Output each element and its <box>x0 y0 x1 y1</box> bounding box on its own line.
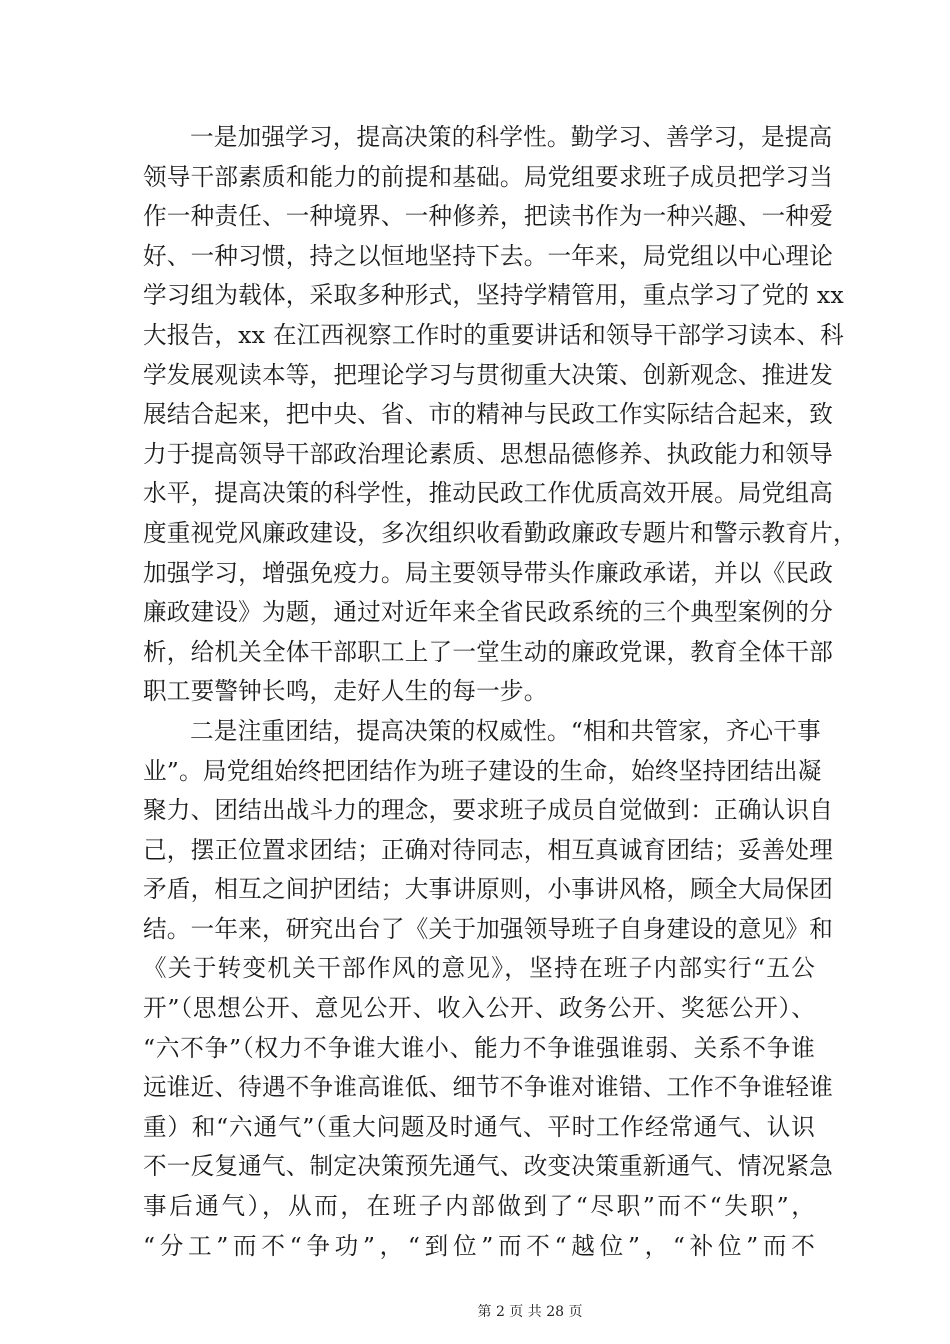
text-line: 力于提高领导干部政治理论素质、思想品德修养、执政能力和领导 <box>143 439 834 468</box>
text-line: 开”（思想公开、意见公开、收入公开、政务公开、奖惩公开）、 <box>143 994 815 1023</box>
text-line: 作一种责任、一种境界、一种修养，把读书作为一种兴趣、一种爱 <box>143 202 834 231</box>
text-line: “分工”而不“争功”，“到位”而不“越位”，“补位”而不 <box>143 1231 815 1260</box>
text-line: 水平，提高决策的科学性，推动民政工作优质高效开展。局党组高 <box>143 479 834 508</box>
text-line: 重）和“六通气”（重大问题及时通气、平时工作经常通气、认识 <box>143 1112 815 1141</box>
text-line: 不一反复通气、制定决策预先通气、改变决策重新通气、情况紧急 <box>143 1152 834 1181</box>
document-body <box>143 118 857 1266</box>
text-line: 加强学习，增强免疫力。局主要领导带头作廉政承诺，并以《民政 <box>143 558 834 587</box>
text-line: 展结合起来，把中央、省、市的精神与民政工作实际结合起来，致 <box>143 400 834 429</box>
text-line: 聚力、团结出战斗力的理念，要求班子成员自觉做到：正确认识自 <box>143 796 834 825</box>
text-line: 一是加强学习，提高决策的科学性。勤学习、善学习，是提高 <box>190 123 833 151</box>
text-line: 学发展观读本等，把理论学习与贯彻重大决策、创新观念、推进发 <box>143 360 834 389</box>
text-line: 好、一种习惯，持之以恒地坚持下去。一年来，局党组以中心理论 <box>143 241 834 270</box>
text-line: 职工要警钟长鸣，走好人生的每一步。 <box>143 677 548 706</box>
text-line: 大报告，xx 在江西视察工作时的重要讲话和领导干部学习读本、科 <box>143 320 844 349</box>
text-line: 结。一年来，研究出台了《关于加强领导班子自身建设的意见》和 <box>143 914 834 943</box>
text-line: 领导干部素质和能力的前提和基础。局党组要求班子成员把学习当 <box>143 162 834 191</box>
text-line: 二是注重团结，提高决策的权威性。“相和共管家，齐心干事 <box>190 716 821 745</box>
text-line: 事后通气），从而，在班子内部做到了“尽职”而不“失职”， <box>143 1192 815 1221</box>
text-line: 学习组为载体，采取多种形式，坚持学精管用，重点学习了党的 xx <box>143 281 844 310</box>
paragraph-1 <box>143 118 857 712</box>
text-line: 业”。局党组始终把团结作为班子建设的生命，始终坚持团结出凝 <box>143 756 822 785</box>
paragraph-2 <box>143 712 834 1266</box>
text-line: “六不争”（权力不争谁大谁小、能力不争谁强谁弱、关系不争谁 <box>143 1033 815 1062</box>
text-line: 矛盾，相互之间护团结；大事讲原则，小事讲风格，顾全大局保团 <box>143 875 834 904</box>
text-line: 廉政建设》为题，通过对近年来全省民政系统的三个典型案例的分 <box>143 598 834 627</box>
text-line: 己，摆正位置求团结；正确对待同志，相互真诚育团结；妥善处理 <box>143 835 834 864</box>
page-number-footer: 第 2 页 共 28 页 <box>477 1304 583 1320</box>
text-line: 远谁近、待遇不争谁高谁低、细节不争谁对谁错、工作不争谁轻谁 <box>143 1073 834 1102</box>
text-line: 析，给机关全体干部职工上了一堂生动的廉政党课，教育全体干部 <box>143 637 834 666</box>
text-line: 《关于转变机关干部作风的意见》，坚持在班子内部实行“五公 <box>143 954 815 983</box>
text-line: 度重视党风廉政建设，多次组织收看勤政廉政专题片和警示教育片， <box>143 518 857 547</box>
